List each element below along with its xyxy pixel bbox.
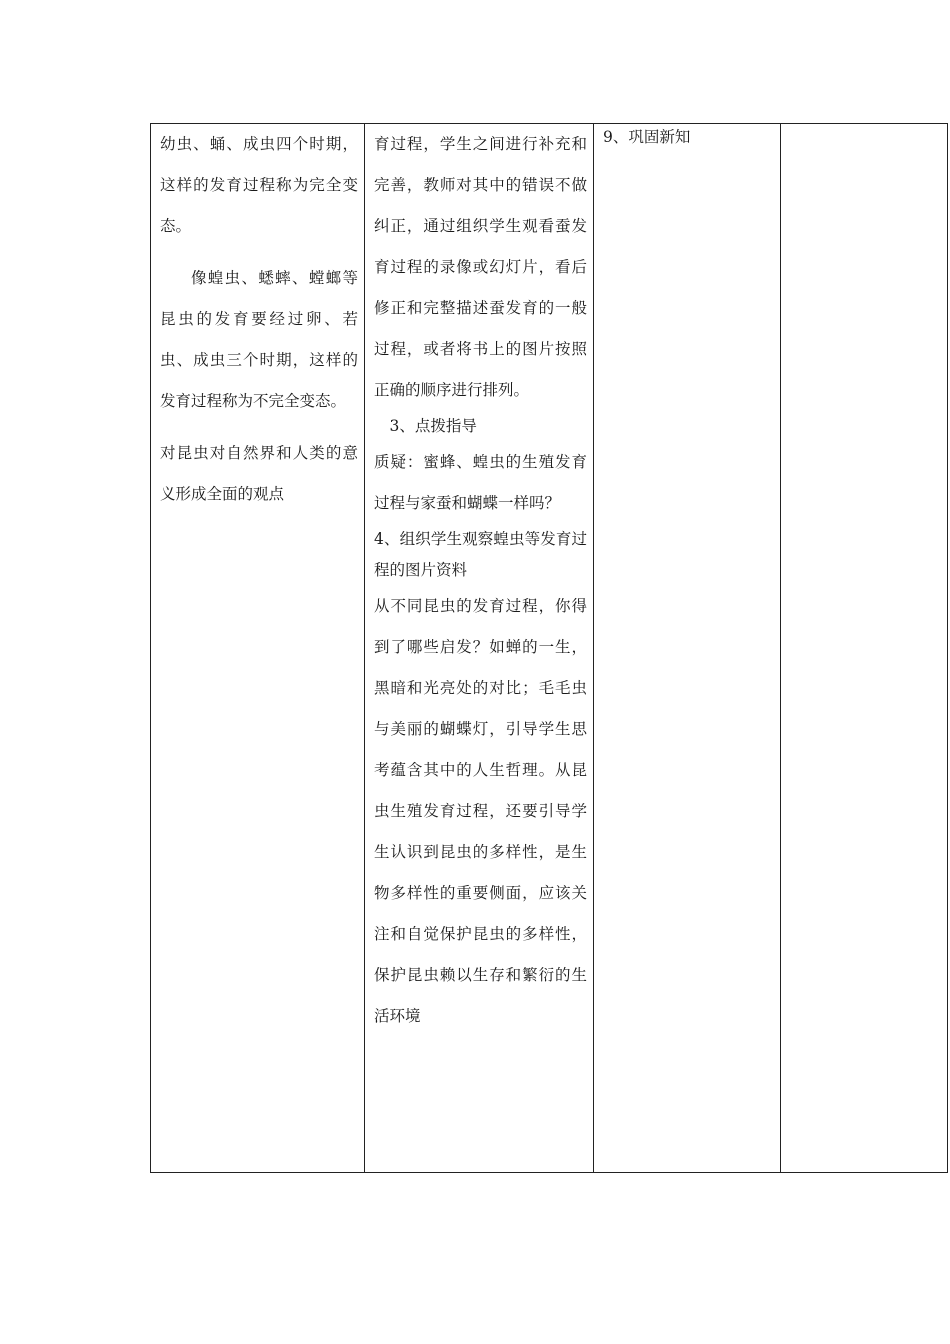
table-row <box>151 124 948 1173</box>
table-cell-activities <box>365 124 594 1173</box>
table-cell-notes <box>781 124 948 1173</box>
activity-question: 质疑：蜜蜂、蝗虫的生殖发育过程与家蚕和蝴蝶一样吗？ <box>374 453 587 512</box>
objective-insect-significance: 对昆虫对自然界和人类的意义形成全面的观点 <box>160 444 358 503</box>
lesson-plan-table <box>150 123 948 1173</box>
table-cell-steps <box>594 124 781 1173</box>
objective-complete-metamorphosis: 幼虫、蛹、成虫四个时期，这样的发育过程称为完全变态。 <box>160 135 358 235</box>
activity-discussion: 育过程，学生之间进行补充和完善，教师对其中的错误不做纠正，通过组织学生观看蚕发育过程的录像或幻灯片，看后修正和完整描述蚕发育的一般过程，或者将书上的图片按照正确的顺序进行排列。 <box>374 135 587 399</box>
activity-reflection: 从不同昆虫的发育过程，你得到了哪些启发？如蝉的一生，黑暗和光亮处的对比；毛毛虫与美丽的蝴蝶灯，引导学生思考蕴含其中的人生哲理。从昆虫生殖发育过程，还要引导学生认识到昆虫的多样性，是生物多样性的重要侧面，应该关注和自觉保护昆虫的多样性，保护昆虫赖以生存和繁衍的生活环境 <box>374 597 587 1025</box>
table-cell-objectives <box>151 124 365 1173</box>
step-consolidate: 9、巩固新知 <box>603 128 691 146</box>
activity-heading-observe: 4、组织学生观察蝗虫等发育过程的图片资料 <box>374 530 587 579</box>
activity-heading-guidance: 3、点拨指导 <box>389 417 477 435</box>
objective-incomplete-metamorphosis: 像蝗虫、蟋蟀、螳螂等昆虫的发育要经过卵、若虫、成虫三个时期，这样的发育过程称为不完全变态。 <box>160 269 358 410</box>
